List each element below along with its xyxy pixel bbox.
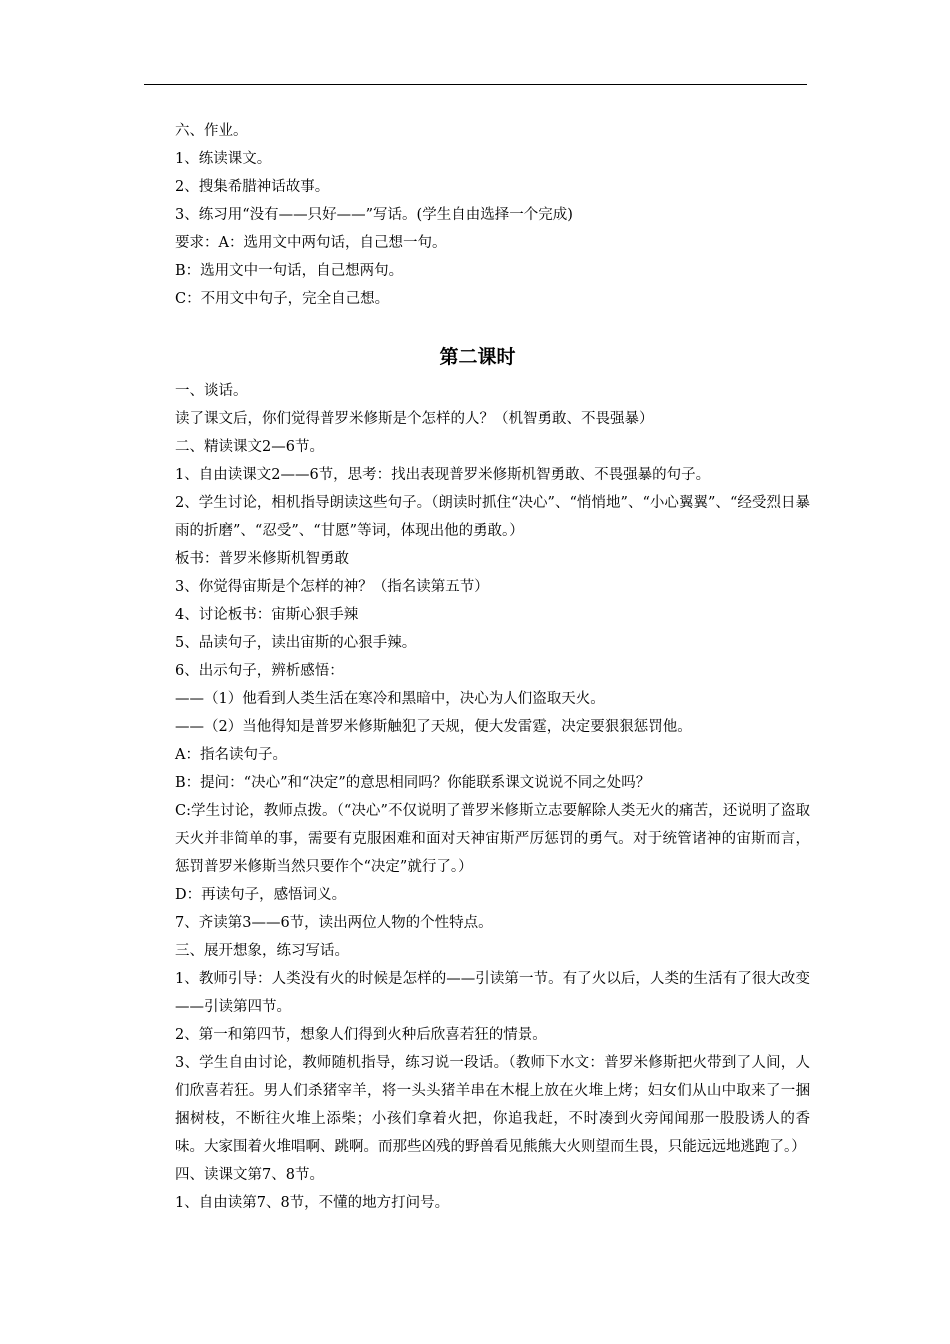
paragraph: B：提问：“决心”和“决定”的意思相同吗？你能联系课文说说不同之处吗？ xyxy=(175,775,651,791)
paragraph: 5、品读句子，读出宙斯的心狠手辣。 xyxy=(175,635,417,651)
paragraph: 2、学生讨论，相机指导朗读这些句子。（朗读时抓住“决心”、“悄悄地”、“小心翼翼”、“经受烈日暴雨的折磨”、“忍受”、“甘愿”等词，体现出他的勇敢。） xyxy=(175,495,810,539)
paragraph: 二、精读课文2—6节。 xyxy=(175,439,324,455)
paragraph: 1、自由读课文2——6节，思考：找出表现普罗米修斯机智勇敢、不畏强暴的句子。 xyxy=(175,467,711,483)
paragraph: 7、齐读第3——6节，读出两位人物的个性特点。 xyxy=(175,915,493,931)
paragraph: C:学生讨论，教师点拨。（“决心”不仅说明了普罗米修斯立志要解除人类无火的痛苦，还说明了盗取天火并非简单的事，需要有克服困难和面对天神宙斯严厉惩罚的勇气。对于统管诸神的宙斯而言，惩罚普罗米修斯当然只要作个“决定”就行了。） xyxy=(175,803,810,875)
paragraph: 6、出示句子，辨析感悟： xyxy=(175,663,344,679)
paragraph: 3、学生自由讨论，教师随机指导，练习说一段话。（教师下水文：普罗米修斯把火带到了人间，人们欣喜若狂。男人们杀猪宰羊，将一头头猪羊串在木棍上放在火堆上烤；妇女们从山中取来了一捆捆树枝，不断往火堆上添柴；小孩们拿着火把，你追我赶，不时凑到火旁闻闻那一股股诱人的香味。大家围着火堆唱啊、跳啊。而那些凶残的野兽看见熊熊大火则望而生畏，只能远远地逃跑了。） xyxy=(175,1055,810,1155)
homework-item: 2、搜集希腊神话故事。 xyxy=(175,179,330,195)
document-body xyxy=(145,117,810,1217)
paragraph: 4、讨论板书：宙斯心狠手辣 xyxy=(175,607,359,623)
paragraph: 1、教师引导：人类没有火的时候是怎样的——引读第一节。有了火以后，人类的生活有了很大改变——引读第四节。 xyxy=(175,971,810,1015)
paragraph: ——（2）当他得知是普罗米修斯触犯了天规，便大发雷霆，决定要狠狠惩罚他。 xyxy=(175,719,692,735)
homework-item: 1、练读课文。 xyxy=(175,151,272,167)
header-rule xyxy=(144,84,807,85)
paragraph: 2、第一和第四节，想象人们得到火种后欣喜若狂的情景。 xyxy=(175,1027,547,1043)
paragraph: ——（1）他看到人类生活在寒冷和黑暗中，决心为人们盗取天火。 xyxy=(175,691,605,707)
homework-item: 要求：A：选用文中两句话，自己想一句。 xyxy=(175,235,447,251)
homework-heading: 六、作业。 xyxy=(175,123,248,139)
homework-item: B：选用文中一句话，自己想两句。 xyxy=(175,263,404,279)
homework-item: C：不用文中句子，完全自己想。 xyxy=(175,291,390,307)
section-title: 第二课时 xyxy=(439,346,516,368)
homework-item: 3、练习用“没有——只好——”写话。(学生自由选择一个完成) xyxy=(175,207,573,223)
paragraph: 板书：普罗米修斯机智勇敢 xyxy=(175,551,349,567)
paragraph: 三、展开想象，练习写话。 xyxy=(175,943,349,959)
paragraph: 3、你觉得宙斯是个怎样的神？（指名读第五节） xyxy=(175,579,489,595)
paragraph: 读了课文后，你们觉得普罗米修斯是个怎样的人？（机智勇敢、不畏强暴） xyxy=(175,411,654,427)
paragraph: 一、谈话。 xyxy=(175,383,248,399)
paragraph: 1、自由读第7、8节，不懂的地方打问号。 xyxy=(175,1195,450,1211)
paragraph: 四、读课文第7、8节。 xyxy=(175,1167,324,1183)
paragraph: A：指名读句子。 xyxy=(175,747,287,763)
paragraph: D：再读句子，感悟词义。 xyxy=(175,887,347,903)
